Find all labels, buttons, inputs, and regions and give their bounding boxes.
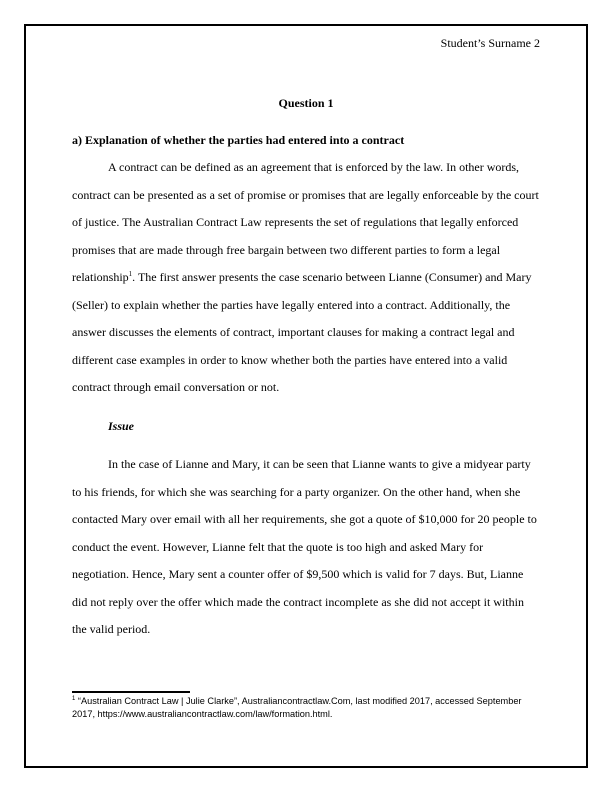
running-head: Student’s Surname 2 [440,36,540,50]
text-line: conduct the event. However, Lianne felt that the quote is too high and asked Mary for [72,539,484,554]
footnote-text: “Australian Contract Law | Julie Clarke”, Australiancontractlaw.Com, last modified 2017, accessed September [75,696,522,706]
text-line: contract through email conversation or not. [72,380,280,394]
issue-heading: Issue [108,419,135,433]
footnote-line [72,695,542,708]
footnote-reference[interactable]: 1 [128,270,133,278]
footnote-separator [72,691,190,693]
text-fragment: . The first answer presents the case scenario between Lianne (Consumer) and Mary [132,270,532,284]
text-line: (Seller) to explain whether the parties have legally entered into a contract. Additionally, the [72,297,511,312]
footnote-mark: 1 [72,695,76,702]
text-line [72,264,540,292]
text-line: the valid period. [72,622,151,636]
text-fragment: relationship [72,270,129,284]
text-line: different case examples in order to know whether both the parties have entered into a valid [72,352,508,367]
question-title: Question 1 [278,96,334,110]
text-line: of justice. The Australian Contract Law represents the set of regulations that legally enforced [72,215,519,229]
paragraph-intro [72,154,540,402]
text-line: A contract can be defined as an agreement that is enforced by the law. In other words, [108,160,520,174]
text-line: contacted Mary over email with all her requirements, she got a quote of $10,000 for 20 people to [72,512,537,526]
footnote [72,695,542,721]
text-line: promises that are made through free bargain between two different parties to form a legal [72,242,501,257]
text-line: In the case of Lianne and Mary, it can be seen that Lianne wants to give a midyear party [108,457,531,471]
text-line: did not reply over the offer which made the contract incomplete as she did not accept it within [72,594,524,609]
text-line: answer discusses the elements of contract, important clauses for making a contract legal and [72,325,515,339]
footnote-line[interactable]: 2017, https://www.australiancontractlaw.com/law/formation.html. [72,709,333,719]
section-heading: a) Explanation of whether the parties had entered into a contract [72,133,405,147]
text-line: to his friends, for which she was searching for a party organizer. On the other hand, when she [72,484,521,499]
paragraph-issue [72,451,540,644]
text-line: negotiation. Hence, Mary sent a counter offer of $9,500 which is valid for 7 days. But, Lianne [72,567,524,581]
text-line: contract can be presented as a set of promise or promises that are legally enforceable by the court [72,187,539,202]
